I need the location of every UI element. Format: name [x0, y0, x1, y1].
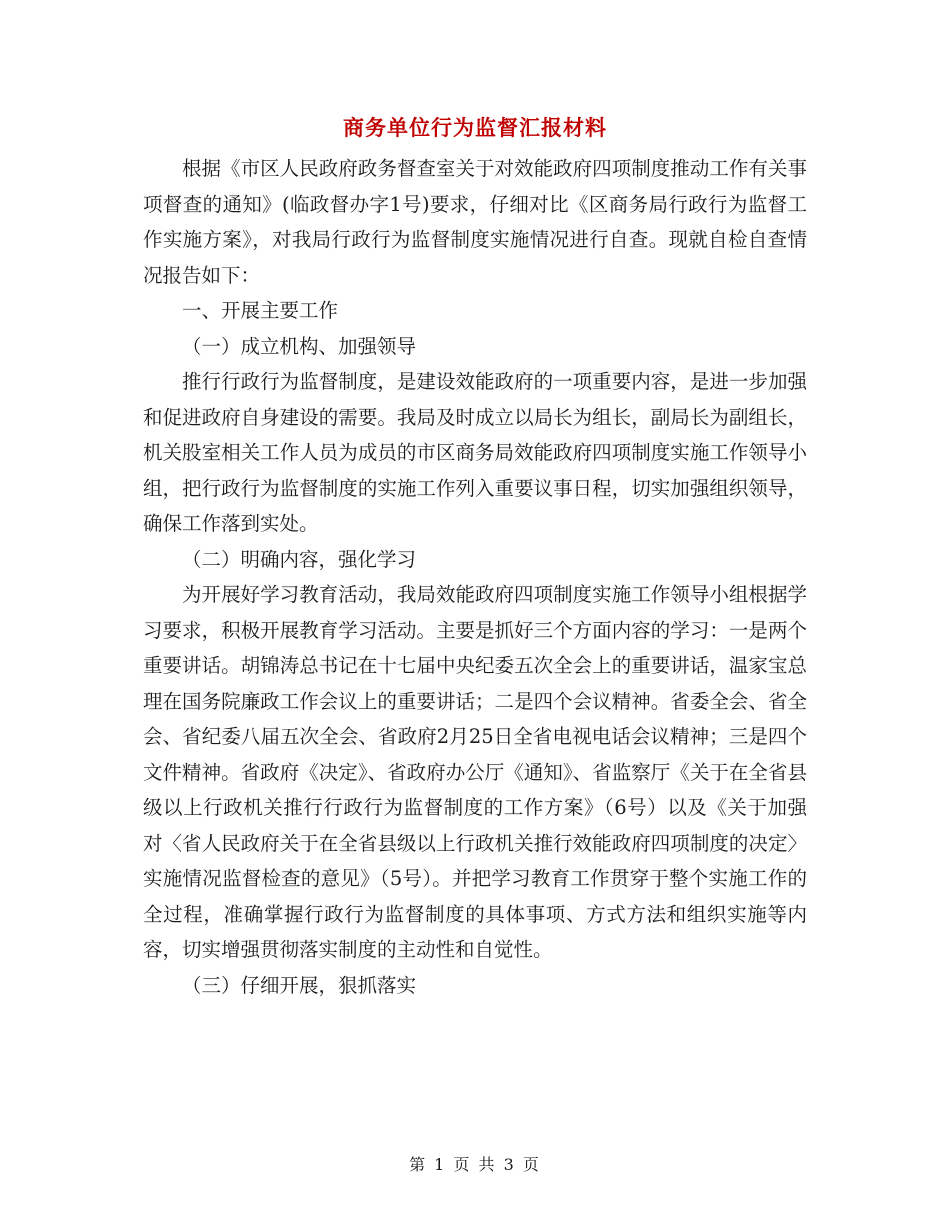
section-heading-1: 一、开展主要工作 [182, 299, 339, 322]
subsection-paragraph-2: 为开展好学习教育活动，我局效能政府四项制度实施工作领导小组根据学习要求，积极开展教育学习活动。主要是抓好三个方面内容的学习：一是两个重要讲话。胡锦涛总书记在十七届中央纪委五次全会上的重要讲话，温家宝总理在国务院廉政工作会议上的重要讲话；二是四个会议精神。省委全会、省全会、省纪委八届五次全会、省政府2月25日全省电视电话会议精神；三是四个文件精神。省政府《决定》、省政府办公厅《通知》、省监察厅《关于在全省县级以上行政机关推行行政行为监督制度的工作方案》（6号）以及《关于加强对〈省人民政府关于在全省县级以上行政机关推行效能政府四项制度的决定〉实施情况监督检查的意见》（5号）。并把学习教育工作贯穿于整个实施工作的全过程，准确掌握行政行为监督制度的具体事项、方式方法和组织实施等内容，切实增强贯彻落实制度的主动性和自觉性。 [143, 583, 807, 961]
subsection-paragraph-1: 推行行政行为监督制度，是建设效能政府的一项重要内容，是进一步加强和促进政府自身建设的需要。我局及时成立以局长为组长，副局长为副组长，机关股室相关工作人员为成员的市区商务局效能政府四项制度实施工作领导小组，把行政行为监督制度的实施工作列入重要议事日程，切实加强组织领导，确保工作落到实处。 [143, 370, 807, 535]
document-body [143, 151, 807, 1003]
subsection-heading-2: （二）明确内容，强化学习 [182, 547, 417, 571]
intro-paragraph: 根据《市区人民政府政务督查室关于对效能政府四项制度推动工作有关事项督查的通知》(临政督办字1号)要求，仔细对比《区商务局行政行为监督工作实施方案》，对我局行政行为监督制度实施情况进行自查。现就自检自查情况报告如下： [143, 157, 807, 287]
subsection-heading-3: （三）仔细开展，狠抓落实 [182, 973, 417, 997]
subsection-heading-1: （一）成立机构、加强领导 [182, 334, 417, 358]
page-footer: 第 1 页 共 3 页 [409, 1155, 541, 1174]
document-title: 商务单位行为监督汇报材料 [343, 115, 607, 140]
